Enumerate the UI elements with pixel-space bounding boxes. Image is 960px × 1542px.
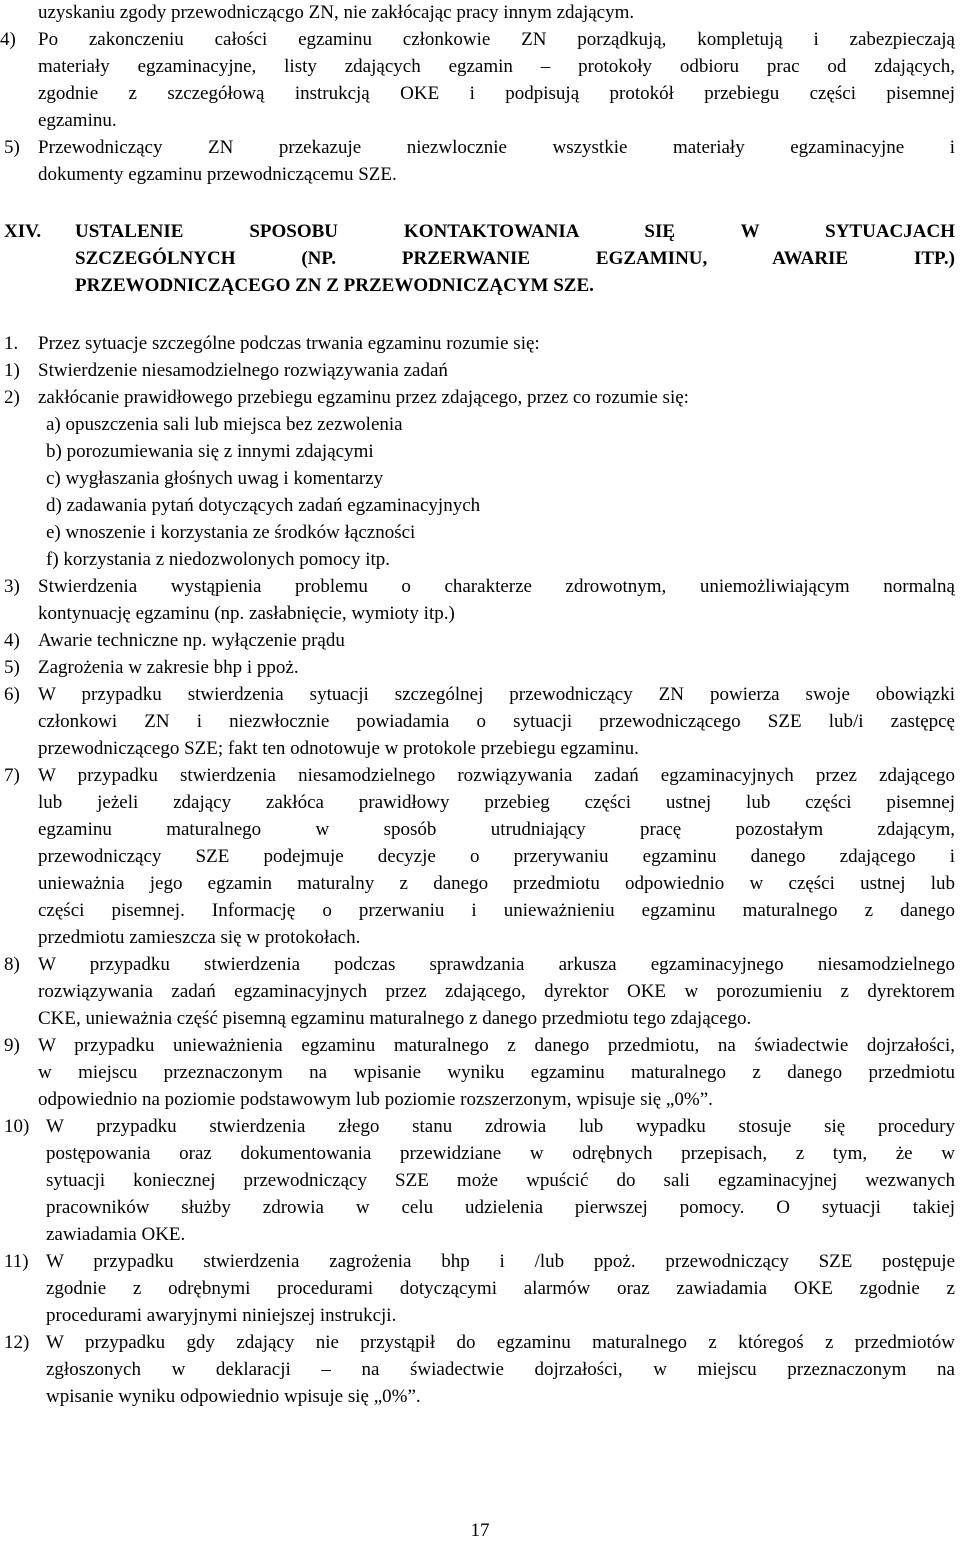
text-line: W przypadku stwierdzenia złego stanu zdrowia lub wypadku stosuje się procedury xyxy=(46,1116,955,1137)
text-line: dokumenty egzaminu przewodniczącemu SZE. xyxy=(38,164,397,185)
text-line: W przypadku stwierdzenia niesamodzielnego rozwiązywania zadań egzaminacyjnych przez zdającego xyxy=(38,765,955,786)
text-line: W przypadku stwierdzenia sytuacji szczególnej przewodniczący ZN powierza swoje obowiązki xyxy=(38,684,955,705)
list-number: 1) xyxy=(4,360,20,381)
page-number: 17 xyxy=(470,1520,490,1541)
list-number: 11) xyxy=(4,1251,29,1272)
text-line: odpowiednio na poziomie podstawowym lub poziomie rozszerzonym, wpisuje się „0%”. xyxy=(38,1089,713,1110)
list-number: 9) xyxy=(4,1035,20,1056)
text-line: Przez sytuacje szczególne podczas trwania egzaminu rozumie się: xyxy=(38,333,540,354)
list-number: 5) xyxy=(4,137,20,158)
list-number: 2) xyxy=(4,387,20,408)
list-number: 1. xyxy=(4,333,19,354)
text-line: Awarie techniczne np. wyłączenie prądu xyxy=(38,630,345,651)
text-line: Przewodniczący ZN przekazuje niezwlocznie wszystkie materiały egzaminacyjne i xyxy=(38,137,955,158)
text-line: materiały egzaminacyjne, listy zdających egzamin – protokoły odbioru prac od zdających, xyxy=(38,56,955,77)
list-number: 10) xyxy=(4,1116,30,1137)
text-line: egzaminu maturalnego w sposób utrudniający pracę pozostałym zdającym, xyxy=(38,819,955,840)
text-line: części pisemnej. Informację o przerwaniu i unieważnieniu egzaminu maturalnego z danego xyxy=(38,900,955,921)
text-line: członkowi ZN i niezwłocznie powiadamia o sytuacji przewodniczącego SZE lub/i zastępcę xyxy=(38,711,955,732)
text-line: pracowników służby zdrowia w celu udzielenia pierwszej pomocy. O sytuacji takiej xyxy=(46,1197,955,1218)
text-line: Po zakonczeniu całości egzaminu członkowie ZN porządkują, kompletują i zabezpieczają xyxy=(38,29,955,50)
section-title: PRZEWODNICZĄCEGO ZN Z PRZEWODNICZĄCYM SZE. xyxy=(75,275,594,296)
text-line: zawiadamia OKE. xyxy=(46,1224,186,1245)
text-line: CKE, unieważnia część pisemną egzaminu maturalnego z danego przedmiotu tego zdającego. xyxy=(38,1008,752,1029)
sub-item: c) wygłaszania głośnych uwag i komentarzy xyxy=(46,468,384,489)
list-number: 5) xyxy=(4,657,20,678)
section-title: USTALENIE SPOSOBU KONTAKTOWANIA SIĘ W SYTUACJACH xyxy=(75,221,955,242)
text-line: zgodnie z szczegółową instrukcją OKE i podpisują protokół przebiegu części pisemnej xyxy=(38,83,955,104)
text-line: kontynuację egzaminu (np. zasłabnięcie, wymioty itp.) xyxy=(38,603,455,624)
text-line: Zagrożenia w zakresie bhp i ppoż. xyxy=(38,657,299,678)
list-number: 12) xyxy=(4,1332,30,1353)
text-line: procedurami awaryjnymi niniejszej instrukcji. xyxy=(46,1305,397,1326)
text-line: przewodniczącego SZE; fakt ten odnotowuje w protokole przebiegu egzaminu. xyxy=(38,738,639,759)
text-line: zakłócanie prawidłowego przebiegu egzaminu przez zdającego, przez co rozumie się: xyxy=(38,387,689,408)
section-number: XIV. xyxy=(4,221,42,242)
sub-item: a) opuszczenia sali lub miejsca bez zezwolenia xyxy=(46,414,403,435)
text-line: W przypadku stwierdzenia podczas sprawdzania arkusza egzaminacyjnego niesamodzielnego xyxy=(38,954,955,975)
text-line: rozwiązywania zadań egzaminacyjnych przez zdającego, dyrektor OKE w porozumieniu z dyrektorem xyxy=(38,981,955,1002)
text-line: zgłoszonych w deklaracji – na świadectwie dojrzałości, w miejscu przeznaczonym na xyxy=(46,1359,955,1380)
text-line: w miejscu przeznaczonym na wpisanie wyniku egzaminu maturalnego z danego przedmiotu xyxy=(38,1062,955,1083)
text-line: Stwierdzenia wystąpienia problemu o charakterze zdrowotnym, uniemożliwiającym normalną xyxy=(38,576,955,597)
text-line: W przypadku unieważnienia egzaminu maturalnego z danego przedmiotu, na świadectwie dojrzałości, xyxy=(38,1035,955,1056)
text-line: przedmiotu zamieszcza się w protokołach. xyxy=(38,927,361,948)
text-line: W przypadku gdy zdający nie przystąpił do egzaminu maturalnego z któregoś z przedmiotów xyxy=(46,1332,955,1353)
section-title: SZCZEGÓLNYCH (NP. PRZERWANIE EGZAMINU, AWARIE ITP.) xyxy=(75,248,955,269)
text-line: W przypadku stwierdzenia zagrożenia bhp i /lub ppoż. przewodniczący SZE postępuje xyxy=(46,1251,955,1272)
list-number: 6) xyxy=(4,684,20,705)
text-line: unieważnia jego egzamin maturalny z danego przedmiotu odpowiednio w części ustnej lub xyxy=(38,873,955,894)
sub-item: d) zadawania pytań dotyczących zadań egzaminacyjnych xyxy=(46,495,481,516)
list-number: 4) xyxy=(4,630,20,651)
text-line: przewodniczący SZE podejmuje decyzje o przerywaniu egzaminu danego zdającego i xyxy=(38,846,955,867)
text-line: egzaminu. xyxy=(38,110,117,131)
text-line: sytuacji koniecznej przewodniczący SZE może wpuścić do sali egzaminacyjnej wezwanych xyxy=(46,1170,955,1191)
text-line: uzyskaniu zgody przewodniczącgo ZN, nie zakłócając pracy innym zdającym. xyxy=(38,2,635,23)
text-line: lub jeżeli zdający zakłóca prawidłowy przebieg części ustnej lub części pisemnej xyxy=(38,792,955,813)
sub-item: b) porozumiewania się z innymi zdającymi xyxy=(46,441,374,462)
text-line: wpisanie wyniku odpowiednio wpisuje się „0%”. xyxy=(46,1386,421,1407)
text-line: postępowania oraz dokumentowania przewidziane w odrębnych przepisach, z tym, że w xyxy=(46,1143,955,1164)
text-line: zgodnie z odrębnymi procedurami dotyczącymi alarmów oraz zawiadamia OKE zgodnie z xyxy=(46,1278,955,1299)
list-number: 8) xyxy=(4,954,20,975)
list-number: 4) xyxy=(0,29,16,50)
list-number: 3) xyxy=(4,576,20,597)
list-number: 7) xyxy=(4,765,20,786)
sub-item: f) korzystania z niedozwolonych pomocy itp. xyxy=(46,549,391,570)
text-line: Stwierdzenie niesamodzielnego rozwiązywania zadań xyxy=(38,360,448,381)
sub-item: e) wnoszenie i korzystania ze środków łączności xyxy=(46,522,416,543)
